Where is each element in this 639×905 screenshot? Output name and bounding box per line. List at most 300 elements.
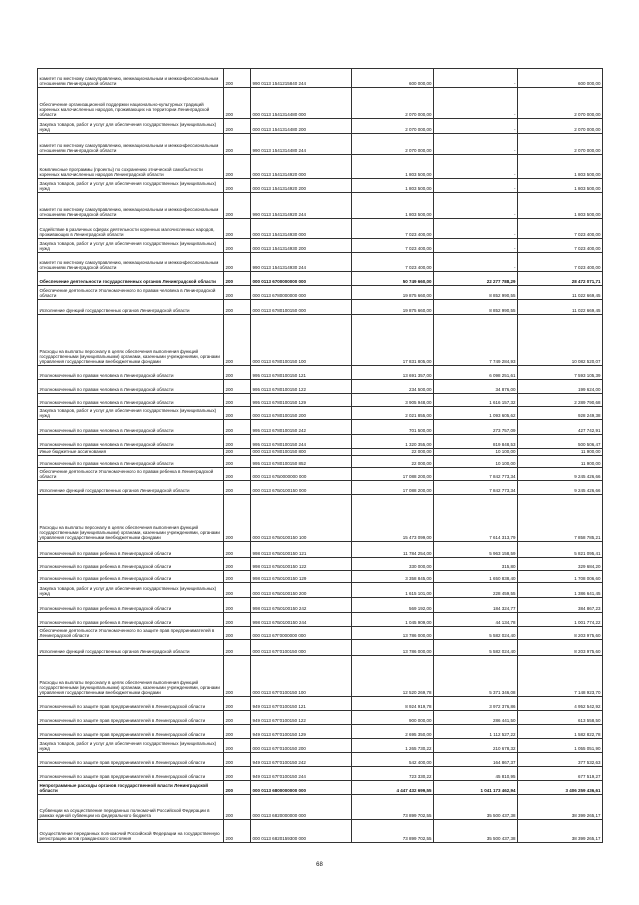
executed-amount-cell: -: [434, 239, 518, 253]
table-row: [38, 366, 603, 380]
unexecuted-amount-cell: 7 023 400,00: [518, 253, 603, 272]
page-number: 68: [316, 862, 323, 868]
budget-code-cell: 990 0113 1541314930 244: [251, 253, 352, 272]
expense-name-cell: Уполномоченный по правам человека в Ленинградской области: [38, 435, 224, 449]
unexecuted-amount-cell: 1 001 774,22: [518, 613, 603, 627]
table-row: [38, 380, 603, 394]
table-row: [38, 88, 603, 119]
line-code-cell: 200: [224, 725, 251, 739]
expense-name-cell: Исполнение функций государственных органов Ленинградской области: [38, 640, 224, 656]
expense-name-cell: Закупка товаров, работ и услуг для обеспечения государственных (муниципальных) нужд: [38, 119, 224, 134]
line-code-cell: 200: [224, 711, 251, 725]
expense-name-cell: Уполномоченный по правам ребенка в Ленинградской области: [38, 613, 224, 627]
unexecuted-amount-cell: 384 867,23: [518, 598, 603, 613]
approved-amount-cell: 2 021 855,00: [352, 407, 434, 420]
budget-code-cell: 000 0113 6780100150 800: [251, 449, 352, 456]
unexecuted-amount-cell: 38 399 265,17: [518, 795, 603, 820]
line-code-cell: 200: [224, 495, 251, 542]
budget-code-cell: 000 0113 1541314930 200: [251, 239, 352, 253]
expense-name-cell: Уполномоченный по правам ребенка в Ленинградской области: [38, 542, 224, 558]
line-code-cell: 200: [224, 820, 251, 843]
unexecuted-amount-cell: 2 070 000,00: [518, 134, 603, 155]
approved-amount-cell: 234 500,00: [352, 380, 434, 394]
budget-code-cell: 000 0113 67Б0100150 200: [251, 583, 352, 598]
executed-amount-cell: 34 876,00: [434, 380, 518, 394]
line-code-cell: 200: [224, 627, 251, 640]
unexecuted-amount-cell: 199 624,00: [518, 380, 603, 394]
approved-amount-cell: 50 749 660,00: [352, 272, 434, 286]
approved-amount-cell: 2 070 000,00: [352, 134, 434, 155]
approved-amount-cell: 17 831 805,00: [352, 315, 434, 366]
budget-code-cell: 000 0113 1541314920 200: [251, 179, 352, 193]
budget-code-cell: 000 0113 6700000000 000: [251, 272, 352, 286]
line-code-cell: 200: [224, 795, 251, 820]
executed-amount-cell: 8 852 990,55: [434, 286, 518, 300]
table-row: [38, 711, 603, 725]
executed-amount-cell: 7 749 284,93: [434, 315, 518, 366]
executed-amount-cell: 7 842 773,34: [434, 468, 518, 481]
approved-amount-cell: 13 786 000,00: [352, 640, 434, 656]
table-row: [38, 558, 603, 571]
unexecuted-amount-cell: 928 249,38: [518, 407, 603, 420]
budget-code-cell: 000 0113 6780100150 200: [251, 407, 352, 420]
executed-amount-cell: 35 500 437,38: [434, 795, 518, 820]
approved-amount-cell: 1 803 500,00: [352, 155, 434, 179]
executed-amount-cell: 1 616 157,32: [434, 394, 518, 407]
unexecuted-amount-cell: 9 245 426,66: [518, 481, 603, 495]
executed-amount-cell: -: [434, 119, 518, 134]
budget-code-cell: 000 0113 6780100150 000: [251, 300, 352, 315]
executed-amount-cell: 315,80: [434, 558, 518, 571]
line-code-cell: 200: [224, 394, 251, 407]
unexecuted-amount-cell: 500 506,47: [518, 435, 603, 449]
unexecuted-amount-cell: 1 582 822,78: [518, 725, 603, 739]
line-code-cell: 200: [224, 119, 251, 134]
unexecuted-amount-cell: 329 684,20: [518, 558, 603, 571]
approved-amount-cell: 13 786 000,00: [352, 627, 434, 640]
approved-amount-cell: 19 875 660,00: [352, 286, 434, 300]
expense-name-cell: Обеспечение деятельности Уполномоченного по правам человека в Ленинградской области: [38, 286, 224, 300]
budget-code-cell: 000 0113 67Б0100150 100: [251, 495, 352, 542]
table-row: [38, 155, 603, 179]
executed-amount-cell: 5 371 346,08: [434, 656, 518, 697]
expense-name-cell: комитет по местному самоуправлению, межнациональным и межконфессиональным отношениям Ленинградской области: [38, 193, 224, 219]
budget-code-cell: 000 0113 6780100150 100: [251, 315, 352, 366]
line-code-cell: 200: [224, 697, 251, 711]
expense-name-cell: комитет по местному самоуправлению, межнациональным и межконфессиональным отношениям Ленинградской области: [38, 69, 224, 88]
budget-code-cell: 000 0113 1541314480 200: [251, 119, 352, 134]
line-code-cell: 200: [224, 449, 251, 456]
table-row: [38, 481, 603, 495]
budget-code-cell: 000 0113 6820159300 000: [251, 820, 352, 843]
unexecuted-amount-cell: 7 858 785,21: [518, 495, 603, 542]
table-row: [38, 598, 603, 613]
approved-amount-cell: 7 023 400,00: [352, 253, 434, 272]
executed-amount-cell: 286 441,50: [434, 711, 518, 725]
approved-amount-cell: 330 000,00: [352, 558, 434, 571]
unexecuted-amount-cell: 3 406 259 436,61: [518, 781, 603, 795]
approved-amount-cell: 19 875 660,00: [352, 300, 434, 315]
line-code-cell: 200: [224, 558, 251, 571]
line-code-cell: 200: [224, 179, 251, 193]
expense-name-cell: Обеспечение организационной поддержки национально-культурных традиций коренных малочисленных народов, проживающих на территории Ленинградской области: [38, 88, 224, 119]
approved-amount-cell: 3 905 948,00: [352, 394, 434, 407]
expense-name-cell: Закупка товаров, работ и услуг для обеспечения государственных (муниципальных) нужд: [38, 239, 224, 253]
expense-name-cell: Обеспечение деятельности Уполномоченного по правам ребенка в Ленинградской области: [38, 468, 224, 481]
line-code-cell: 200: [224, 640, 251, 656]
executed-amount-cell: 10 100,00: [434, 449, 518, 456]
unexecuted-amount-cell: 1 803 500,00: [518, 155, 603, 179]
unexecuted-amount-cell: 377 532,63: [518, 753, 603, 767]
budget-code-cell: 995 0113 6780100150 122: [251, 380, 352, 394]
expense-name-cell: Закупка товаров, работ и услуг для обеспечения государственных (муниципальных) нужд: [38, 179, 224, 193]
expense-name-cell: Исполнение функций государственных органов Ленинградской области: [38, 481, 224, 495]
budget-code-cell: 998 0113 67Б0100150 122: [251, 558, 352, 571]
unexecuted-amount-cell: 5 821 095,41: [518, 542, 603, 558]
executed-amount-cell: 184 324,77: [434, 598, 518, 613]
line-code-cell: 200: [224, 583, 251, 598]
table-row: [38, 468, 603, 481]
executed-amount-cell: 6 098 251,61: [434, 366, 518, 380]
table-row: [38, 239, 603, 253]
approved-amount-cell: 1 045 909,00: [352, 613, 434, 627]
approved-amount-cell: 17 088 200,00: [352, 468, 434, 481]
expense-name-cell: Комплексные программы (проекты) по сохранению этнической самобытности коренных малочисленных народов Ленинградской области: [38, 155, 224, 179]
executed-amount-cell: 7 614 313,79: [434, 495, 518, 542]
executed-amount-cell: 273 757,09: [434, 420, 518, 435]
approved-amount-cell: 1 615 101,00: [352, 583, 434, 598]
line-code-cell: 200: [224, 380, 251, 394]
approved-amount-cell: 542 400,00: [352, 753, 434, 767]
unexecuted-amount-cell: 11 022 669,45: [518, 286, 603, 300]
expense-name-cell: Непрограммные расходы органов государственной власти Ленинградской области: [38, 781, 224, 795]
approved-amount-cell: 12 520 269,78: [352, 656, 434, 697]
budget-code-cell: 995 0113 6780100150 242: [251, 420, 352, 435]
budget-code-cell: 000 0113 67Б0000000 000: [251, 468, 352, 481]
approved-amount-cell: 723 330,22: [352, 767, 434, 781]
executed-amount-cell: 22 277 788,29: [434, 272, 518, 286]
table-row: [38, 315, 603, 366]
line-code-cell: 200: [224, 88, 251, 119]
budget-code-cell: 949 0113 67Г0100150 244: [251, 767, 352, 781]
expense-name-cell: Уполномоченный по защите прав предпринимателей в Ленинградской области: [38, 711, 224, 725]
expense-name-cell: Обеспечение деятельности государственных органов Ленинградской области: [38, 272, 224, 286]
table-row: [38, 627, 603, 640]
table-row: [38, 583, 603, 598]
approved-amount-cell: 15 473 099,00: [352, 495, 434, 542]
budget-table: [37, 68, 603, 843]
line-code-cell: 200: [224, 739, 251, 753]
budget-code-cell: 949 0113 67Г0100150 129: [251, 725, 352, 739]
table-row: [38, 286, 603, 300]
approved-amount-cell: 2 695 350,00: [352, 725, 434, 739]
line-code-cell: 200: [224, 456, 251, 468]
executed-amount-cell: 5 582 024,40: [434, 640, 518, 656]
unexecuted-amount-cell: 28 472 071,71: [518, 272, 603, 286]
line-code-cell: 200: [224, 219, 251, 239]
table-row: [38, 781, 603, 795]
unexecuted-amount-cell: 1 708 006,60: [518, 571, 603, 583]
expense-name-cell: Уполномоченный по правам человека в Ленинградской области: [38, 380, 224, 394]
line-code-cell: 200: [224, 69, 251, 88]
executed-amount-cell: 44 134,78: [434, 613, 518, 627]
line-code-cell: 200: [224, 767, 251, 781]
unexecuted-amount-cell: 1 386 641,45: [518, 583, 603, 598]
budget-code-cell: 000 0113 1541314930 000: [251, 219, 352, 239]
budget-code-cell: 995 0113 6780100150 121: [251, 366, 352, 380]
line-code-cell: 200: [224, 407, 251, 420]
expense-name-cell: Расходы на выплаты персоналу в целях обеспечения выполнения функций государственными (муниципальными) органами, казенными учреждениями, органами управления государственными внебюджетными фондами: [38, 315, 224, 366]
table-row: [38, 739, 603, 753]
approved-amount-cell: 1 320 355,00: [352, 435, 434, 449]
expense-name-cell: Уполномоченный по защите прав предпринимателей в Ленинградской области: [38, 767, 224, 781]
budget-code-cell: 949 0113 67Г0100150 242: [251, 753, 352, 767]
line-code-cell: 200: [224, 753, 251, 767]
executed-amount-cell: 5 582 024,40: [434, 627, 518, 640]
executed-amount-cell: -: [434, 134, 518, 155]
budget-code-cell: 000 0113 67Г0000000 000: [251, 627, 352, 640]
unexecuted-amount-cell: 613 558,50: [518, 711, 603, 725]
table-row: [38, 495, 603, 542]
approved-amount-cell: 600 000,00: [352, 69, 434, 88]
expense-name-cell: Обеспечение деятельности Уполномоченного по защите прав предпринимателей в Ленинградской области: [38, 627, 224, 640]
approved-amount-cell: 11 784 254,00: [352, 542, 434, 558]
executed-amount-cell: -: [434, 69, 518, 88]
executed-amount-cell: 164 867,37: [434, 753, 518, 767]
approved-amount-cell: 73 899 702,55: [352, 795, 434, 820]
approved-amount-cell: 17 088 200,00: [352, 481, 434, 495]
executed-amount-cell: 45 810,95: [434, 767, 518, 781]
table-row: [38, 253, 603, 272]
approved-amount-cell: 13 691 357,00: [352, 366, 434, 380]
expense-name-cell: Уполномоченный по правам человека в Ленинградской области: [38, 366, 224, 380]
budget-code-cell: 995 0113 6780100150 852: [251, 456, 352, 468]
line-code-cell: 200: [224, 781, 251, 795]
approved-amount-cell: 2 070 000,00: [352, 119, 434, 134]
table-row: [38, 300, 603, 315]
approved-amount-cell: 7 023 400,00: [352, 239, 434, 253]
table-row: [38, 767, 603, 781]
expense-name-cell: Уполномоченный по защите прав предпринимателей в Ленинградской области: [38, 725, 224, 739]
expense-name-cell: Осуществление переданных полномочий Российской Федерации на государственную регистрацию актов гражданского состояния: [38, 820, 224, 843]
expense-name-cell: Расходы на выплаты персоналу в целях обеспечения выполнения функций государственными (муниципальными) органами, казенными учреждениями, органами управления государственными внебюджетными фондами: [38, 656, 224, 697]
budget-code-cell: 995 0113 6780100150 129: [251, 394, 352, 407]
unexecuted-amount-cell: 2 070 000,00: [518, 88, 603, 119]
budget-code-cell: 990 0113 1541215840 244: [251, 69, 352, 88]
executed-amount-cell: 35 500 437,38: [434, 820, 518, 843]
executed-amount-cell: 228 459,55: [434, 583, 518, 598]
approved-amount-cell: 2 070 000,00: [352, 88, 434, 119]
executed-amount-cell: -: [434, 88, 518, 119]
budget-code-cell: 000 0113 67Г0100150 000: [251, 640, 352, 656]
line-code-cell: 200: [224, 239, 251, 253]
line-code-cell: 200: [224, 253, 251, 272]
line-code-cell: 200: [224, 155, 251, 179]
expense-name-cell: Содействие в различных сферах деятельности коренных малочисленных народов, проживающих в Ленинградской области: [38, 219, 224, 239]
expense-name-cell: Исполнение функций государственных органов Ленинградской области: [38, 300, 224, 315]
executed-amount-cell: -: [434, 155, 518, 179]
table-row: [38, 571, 603, 583]
expense-name-cell: Уполномоченный по правам человека в Ленинградской области: [38, 420, 224, 435]
approved-amount-cell: 7 023 400,00: [352, 219, 434, 239]
line-code-cell: 200: [224, 613, 251, 627]
line-code-cell: 200: [224, 300, 251, 315]
budget-code-cell: 000 0113 67Г0100150 100: [251, 656, 352, 697]
table-row: [38, 134, 603, 155]
table-row: [38, 407, 603, 420]
executed-amount-cell: 3 972 376,86: [434, 697, 518, 711]
budget-code-cell: 949 0113 67Г0100150 121: [251, 697, 352, 711]
budget-code-cell: 000 0113 6800000000 000: [251, 781, 352, 795]
executed-amount-cell: 5 963 158,59: [434, 542, 518, 558]
approved-amount-cell: 4 447 432 699,55: [352, 781, 434, 795]
table-row: [38, 753, 603, 767]
budget-code-cell: 000 0113 67Г0100150 200: [251, 739, 352, 753]
unexecuted-amount-cell: 8 203 975,60: [518, 627, 603, 640]
table-row: [38, 69, 603, 88]
unexecuted-amount-cell: 2 289 790,68: [518, 394, 603, 407]
line-code-cell: 200: [224, 286, 251, 300]
budget-code-cell: 998 0113 67Б0100150 242: [251, 598, 352, 613]
budget-code-cell: 998 0113 67Б0100150 121: [251, 542, 352, 558]
table-row: [38, 697, 603, 711]
unexecuted-amount-cell: 38 399 265,17: [518, 820, 603, 843]
approved-amount-cell: 8 924 919,78: [352, 697, 434, 711]
unexecuted-amount-cell: 4 952 542,92: [518, 697, 603, 711]
approved-amount-cell: 900 000,00: [352, 711, 434, 725]
budget-code-cell: 998 0113 67Б0100150 129: [251, 571, 352, 583]
line-code-cell: 200: [224, 435, 251, 449]
executed-amount-cell: 10 100,00: [434, 456, 518, 468]
unexecuted-amount-cell: 10 082 520,07: [518, 315, 603, 366]
table-row: [38, 542, 603, 558]
approved-amount-cell: 22 000,00: [352, 449, 434, 456]
unexecuted-amount-cell: 1 803 500,00: [518, 179, 603, 193]
budget-code-cell: 000 0113 6820000000 000: [251, 795, 352, 820]
unexecuted-amount-cell: 7 023 400,00: [518, 219, 603, 239]
line-code-cell: 200: [224, 571, 251, 583]
table-row: [38, 795, 603, 820]
budget-code-cell: 990 0113 1541314480 244: [251, 134, 352, 155]
table-row: [38, 640, 603, 656]
executed-amount-cell: -: [434, 253, 518, 272]
line-code-cell: 200: [224, 315, 251, 366]
budget-code-cell: 000 0113 1541314480 000: [251, 88, 352, 119]
expense-name-cell: Уполномоченный по правам ребенка в Ленинградской области: [38, 558, 224, 571]
unexecuted-amount-cell: 600 000,00: [518, 69, 603, 88]
table-row: [38, 420, 603, 435]
budget-code-cell: 000 0113 1541314920 000: [251, 155, 352, 179]
line-code-cell: 200: [224, 272, 251, 286]
unexecuted-amount-cell: 1 055 051,90: [518, 739, 603, 753]
executed-amount-cell: 1 093 605,62: [434, 407, 518, 420]
line-code-cell: 200: [224, 366, 251, 380]
approved-amount-cell: 1 803 500,00: [352, 193, 434, 219]
budget-code-cell: 000 0113 67Б0100150 000: [251, 481, 352, 495]
expense-name-cell: Уполномоченный по защите прав предпринимателей в Ленинградской области: [38, 697, 224, 711]
table-row: [38, 272, 603, 286]
unexecuted-amount-cell: 7 023 400,00: [518, 239, 603, 253]
table-row: [38, 725, 603, 739]
unexecuted-amount-cell: 7 148 923,70: [518, 656, 603, 697]
table-row: [38, 193, 603, 219]
unexecuted-amount-cell: 7 593 105,39: [518, 366, 603, 380]
budget-code-cell: 995 0113 6780100150 244: [251, 435, 352, 449]
table-row: [38, 435, 603, 449]
line-code-cell: 200: [224, 542, 251, 558]
expense-name-cell: Закупка товаров, работ и услуг для обеспечения государственных (муниципальных) нужд: [38, 739, 224, 753]
table-row: [38, 119, 603, 134]
table-row: [38, 656, 603, 697]
expense-name-cell: Уполномоченный по правам ребенка в Ленинградской области: [38, 571, 224, 583]
unexecuted-amount-cell: 8 203 975,60: [518, 640, 603, 656]
table-row: [38, 613, 603, 627]
executed-amount-cell: 1 041 173 462,94: [434, 781, 518, 795]
expense-name-cell: Закупка товаров, работ и услуг для обеспечения государственных (муниципальных) нужд: [38, 407, 224, 420]
unexecuted-amount-cell: 677 519,27: [518, 767, 603, 781]
unexecuted-amount-cell: 11 900,00: [518, 456, 603, 468]
expense-name-cell: Иные бюджетные ассигнования: [38, 449, 224, 456]
budget-code-cell: 998 0113 67Б0100150 244: [251, 613, 352, 627]
table-row: [38, 219, 603, 239]
table-row: [38, 449, 603, 456]
expense-name-cell: комитет по местному самоуправлению, межнациональным и межконфессиональным отношениям Ленинградской области: [38, 253, 224, 272]
expense-name-cell: Уполномоченный по правам человека в Ленинградской области: [38, 394, 224, 407]
approved-amount-cell: 701 500,00: [352, 420, 434, 435]
unexecuted-amount-cell: 9 245 426,66: [518, 468, 603, 481]
table-row: [38, 179, 603, 193]
budget-code-cell: 000 0113 6780000000 000: [251, 286, 352, 300]
unexecuted-amount-cell: 1 803 500,00: [518, 193, 603, 219]
executed-amount-cell: 7 842 773,34: [434, 481, 518, 495]
approved-amount-cell: 3 358 845,00: [352, 571, 434, 583]
expense-name-cell: Уполномоченный по правам человека в Ленинградской области: [38, 456, 224, 468]
approved-amount-cell: 1 803 500,00: [352, 179, 434, 193]
unexecuted-amount-cell: 11 022 669,45: [518, 300, 603, 315]
expense-name-cell: Субвенции на осуществление переданных полномочий Российской Федерации в рамках единой субвенции из федерального бюджета: [38, 795, 224, 820]
line-code-cell: 200: [224, 134, 251, 155]
table-row: [38, 456, 603, 468]
unexecuted-amount-cell: 2 070 000,00: [518, 119, 603, 134]
unexecuted-amount-cell: 11 900,00: [518, 449, 603, 456]
executed-amount-cell: -: [434, 179, 518, 193]
budget-code-cell: 949 0113 67Г0100150 122: [251, 711, 352, 725]
executed-amount-cell: 210 678,32: [434, 739, 518, 753]
executed-amount-cell: -: [434, 219, 518, 239]
line-code-cell: 200: [224, 420, 251, 435]
line-code-cell: 200: [224, 656, 251, 697]
executed-amount-cell: -: [434, 193, 518, 219]
executed-amount-cell: 819 848,53: [434, 435, 518, 449]
approved-amount-cell: 569 192,00: [352, 598, 434, 613]
expense-name-cell: Уполномоченный по защите прав предпринимателей в Ленинградской области: [38, 753, 224, 767]
line-code-cell: 200: [224, 193, 251, 219]
executed-amount-cell: 1 650 838,40: [434, 571, 518, 583]
line-code-cell: 200: [224, 598, 251, 613]
line-code-cell: 200: [224, 468, 251, 481]
expense-name-cell: Расходы на выплаты персоналу в целях обеспечения выполнения функций государственными (муниципальными) органами, казенными учреждениями, органами управления государственными внебюджетными фондами: [38, 495, 224, 542]
table-row: [38, 394, 603, 407]
approved-amount-cell: 22 000,00: [352, 456, 434, 468]
executed-amount-cell: 1 112 527,22: [434, 725, 518, 739]
expense-name-cell: комитет по местному самоуправлению, межнациональным и межконфессиональным отношениям Ленинградской области: [38, 134, 224, 155]
table-row: [38, 820, 603, 843]
approved-amount-cell: 1 265 730,22: [352, 739, 434, 753]
budget-code-cell: 990 0113 1541314920 244: [251, 193, 352, 219]
line-code-cell: 200: [224, 481, 251, 495]
expense-name-cell: Закупка товаров, работ и услуг для обеспечения государственных (муниципальных) нужд: [38, 583, 224, 598]
unexecuted-amount-cell: 427 742,91: [518, 420, 603, 435]
